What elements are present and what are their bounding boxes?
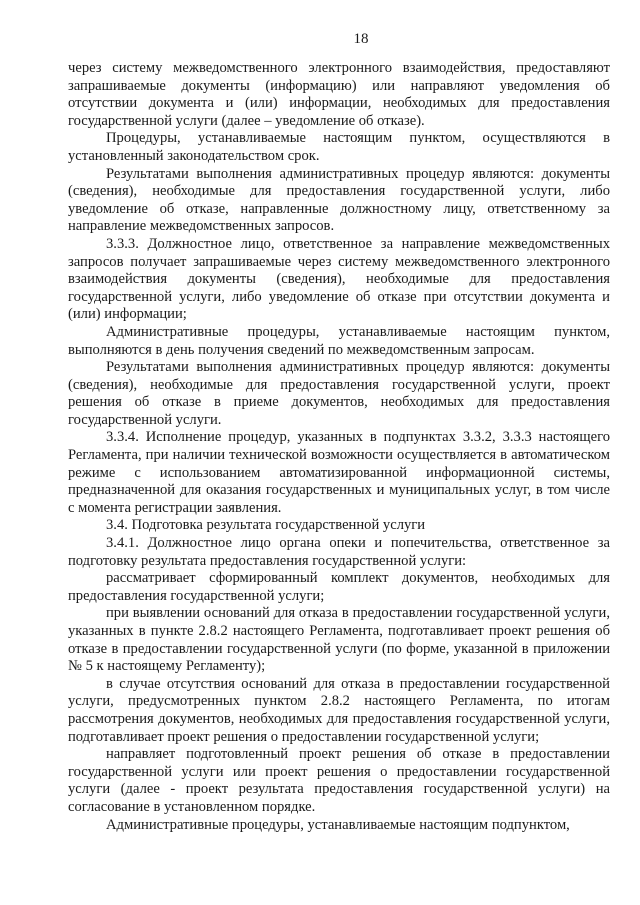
paragraph: Результатами выполнения административных процедур являются: документы (сведения), необходимые для предоставления государственной услуги, либо уведомление об отказе, направленные должностному лицу, ответственному за направление межведомственных запросов. (68, 165, 610, 235)
page-number: 18 (353, 31, 369, 47)
paragraph-clause-3-4-1: 3.4.1. Должностное лицо органа опеки и попечительства, ответственное за подготовку результата предоставления государственной услуги: (68, 535, 610, 569)
paragraph: Результатами выполнения административных процедур являются: документы (сведения), необходимые для предоставления государственной услуги, проект решения об отказе в приеме документов, необходимых для предоставления государственной услуги. (68, 359, 610, 428)
paragraph-clause-3-3-3: 3.3.3. Должностное лицо, ответственное за направление межведомственных запросов получает запрашиваемые через систему межведомственного электронного взаимодействия документы (сведения), необходимые для предоставления государственной услуги, либо уведомление об отказе при отсутствии документа и (или) информации; (68, 235, 610, 323)
document-body (68, 60, 610, 834)
paragraph: рассматривает сформированный комплект документов, необходимых для предоставления государственной услуги; (68, 570, 610, 604)
paragraph-clause-3-3-4: 3.3.4. Исполнение процедур, указанных в подпунктах 3.3.2, 3.3.3 настоящего Регламента, при наличии технической возможности осуществляется в автоматическом режиме с использованием автоматизированной информационной системы, предназначенной для оказания государственных и муниципальных услуг, в том числе с момента регистрации заявления. (68, 429, 610, 516)
paragraph: Административные процедуры, устанавливаемые настоящим подпунктом, (106, 816, 570, 833)
paragraph: Административные процедуры, устанавливаемые настоящим пунктом, выполняются в день получения сведений по межведомственным запросам. (68, 323, 610, 358)
paragraph-continuation: через систему межведомственного электронного взаимодействия, предоставляют запрашиваемые документы (информацию) или направляют уведомления об отсутствии документа и (или) информации, необходимых для предоставления государственной услуги (далее – уведомление об отказе). (68, 60, 610, 129)
paragraph: направляет подготовленный проект решения об отказе в предоставлении государственной услуги или проект решения о предоставлении государственной услуги (далее - проект результата предоставления государственной услуги) на согласование в установленном порядке. (68, 746, 610, 815)
section-heading-3-4: 3.4. Подготовка результата государственной услуги (106, 517, 426, 534)
paragraph: при выявлении оснований для отказа в предоставлении государственной услуги, указанных в пункте 2.8.2 настоящего Регламента, подготавливает проект решения об отказе в предоставлении государственной услуги (по форме, указанной в приложении № 5 к настоящему Регламенту); (68, 605, 610, 675)
paragraph: Процедуры, устанавливаемые настоящим пунктом, осуществляются в установленный законодательством срок. (68, 130, 610, 164)
paragraph: в случае отсутствия оснований для отказа в предоставлении государственной услуги, предусмотренных пунктом 2.8.2 настоящего Регламента, по итогам рассмотрения документов, необходимых для предоставления государственной услуги, подготавливает проект решения о предоставлении государственной услуги; (68, 675, 610, 745)
